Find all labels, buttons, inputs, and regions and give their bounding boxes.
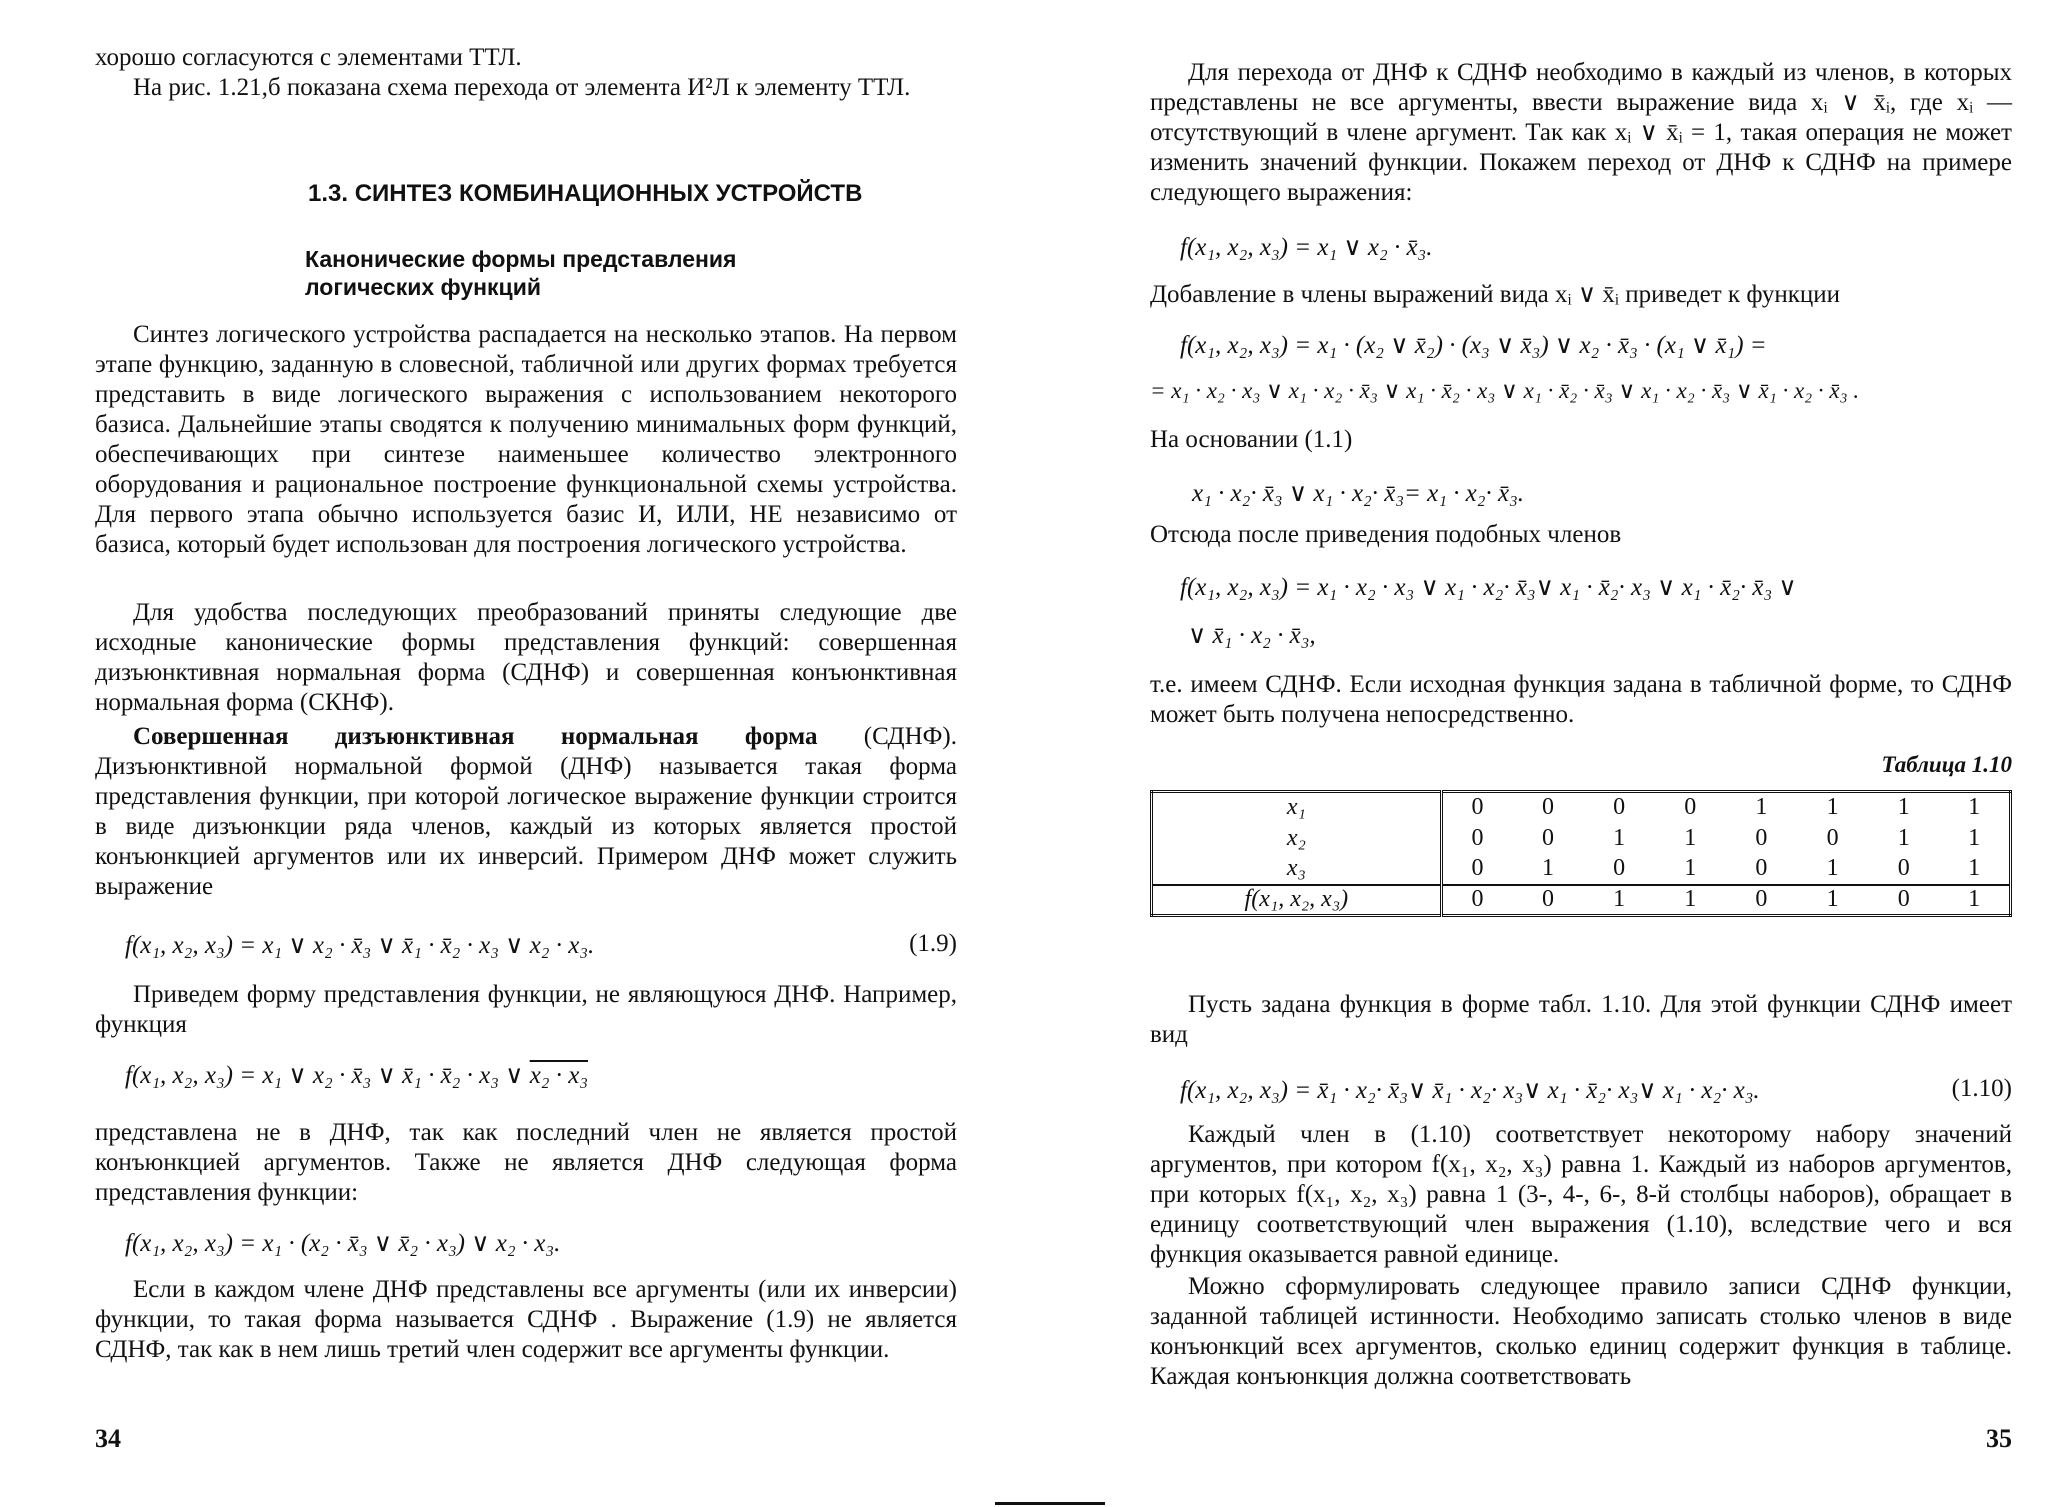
left-paragraph-4: Приведем форму представления функции, не являющуюся ДНФ. Например, функция bbox=[95, 981, 957, 1038]
right-paragraph-1: Для перехода от ДНФ к СДНФ необходимо в каждый из членов, в которых представлены не все аргументы, ввести выражение вида xᵢ ∨ x̄ᵢ, где xᵢ — отсутствующий в члене аргумент. Так как xᵢ ∨ x̄ᵢ = 1, такая операция не может изменить значений функции. Покажем переход от ДНФ к СДНФ на примере следующего выражения: bbox=[1150, 59, 2012, 206]
table-cell: 1 bbox=[1826, 794, 1839, 821]
equation-b-line-2: = x₁ · x₂ · x₃ ∨ x₁ · x₂ · x̄₃ ∨ x₁ · x̄₂ · x₃ ∨ x₁ · x̄₂ · x̄₃ ∨ x₁ · x₂ · x̄₃ ∨ x̄₁ · x₂ · x̄₃ . bbox=[1150, 378, 1860, 403]
table-cell: 1 bbox=[1684, 824, 1697, 851]
table-cell: 0 bbox=[1613, 794, 1626, 821]
table-cell: 0 bbox=[1613, 855, 1626, 881]
table-cell: 0 bbox=[1826, 824, 1839, 851]
equation-b-line-1: f(x₁, x₂, x₃) = x₁ · (x₂ ∨ x̄₂) · (x₃ ∨ x̄₃) ∨ x₂ · x̄₃ · (x₁ ∨ x̄₁) = bbox=[1180, 332, 1767, 359]
table-row bbox=[1152, 885, 2011, 916]
table-cell: 1 bbox=[1897, 794, 1910, 821]
table-row-label: x₃ bbox=[1152, 854, 1442, 885]
right-paragraph-8: Можно сформулировать следующее правило записи СДНФ функции, заданной таблицей истинности. Необходимо записать столько членов в виде конъюнкций всех аргументов, сколько единиц содержит функция в таблице. Каждая конъюнкция должна соответствовать bbox=[1150, 1273, 2012, 1390]
subsection-heading: Канонические формы представления логических функций bbox=[305, 246, 737, 300]
equation-non-dnf-overlined-term: x₂ · x₃ bbox=[529, 1062, 589, 1089]
section-heading: 1.3. СИНТЕЗ КОМБИНАЦИОННЫХ УСТРОЙСТВ bbox=[308, 180, 863, 207]
page-number-right: 35 bbox=[1986, 1424, 2012, 1453]
left-paragraph-1: Синтез логического устройства распадается на несколько этапов. На первом этапе функцию, заданную в словесной, табличной или других формах требуется представить в виде логического выражения с использованием некоторого базиса. Дальнейшие этапы сводятся к получению минимальных форм функций, обеспечивающих при синтезе наименьшее количество электронного оборудования и рациональное построение функциональной схемы устройства. Для первого этапа обычно используется базис И, ИЛИ, НЕ независимо от базиса, который будет использован для построения логического устройства. bbox=[95, 321, 957, 558]
equation-1-9: f(x₁, x₂, x₃) = x₁ ∨ x₂ · x̄₃ ∨ x̄₁ · x̄₂ · x₃ ∨ x₂ · x₃. bbox=[125, 932, 595, 959]
equation-1-9-number: (1.9) bbox=[909, 930, 957, 957]
table-cell: 1 bbox=[1655, 885, 1726, 916]
left-page bbox=[95, 0, 957, 1507]
table-cell: 0 bbox=[1897, 855, 1910, 881]
equation-d-line-1: f(x₁, x₂, x₃) = x₁ · x₂ · x₃ ∨ x₁ · x₂· x̄₃∨ x₁ · x̄₂· x₃ ∨ x₁ · x̄₂· x̄₃ ∨ bbox=[1180, 574, 1797, 601]
table-cell: 1 bbox=[1968, 855, 1981, 881]
table-cell: 0 bbox=[1541, 794, 1554, 821]
table-cell: 0 bbox=[1471, 824, 1484, 851]
table-row bbox=[1152, 823, 2011, 854]
table-row bbox=[1152, 792, 2011, 823]
bottom-rule bbox=[995, 1502, 1105, 1505]
table-cell: 0 bbox=[1684, 794, 1697, 821]
table-caption: Таблица 1.10 bbox=[1881, 752, 2012, 777]
table-cell: 0 bbox=[1471, 794, 1484, 821]
truth-table bbox=[1150, 790, 2012, 917]
right-paragraph-5: т.е. имеем СДНФ. Если исходная функция задана в табличной форме, то СДНФ может быть получена непосредственно. bbox=[1150, 671, 2012, 728]
table-cell: 0 bbox=[1471, 855, 1484, 881]
right-paragraph-4: Отсюда после приведения подобных членов bbox=[1150, 521, 1622, 548]
left-paragraph-6: Если в каждом члене ДНФ представлены все аргументы (или их инверсии) функции, то такая форма называется СДНФ . Выражение (1.9) не является СДНФ, так как в нем лишь третий член содержит все аргументы функции. bbox=[95, 1276, 957, 1363]
left-paragraph-2: Для удобства последующих преобразований приняты следующие две исходные канонические формы представления функций: совершенная дизъюнктивная нормальная форма (СДНФ) и совершенная конъюнктивная нормальная форма (СКНФ). bbox=[95, 599, 957, 716]
equation-a: f(x₁, x₂, x₃) = x₁ ∨ x₂ · x̄₃. bbox=[1180, 234, 1433, 261]
table-cell: 1 bbox=[1684, 855, 1697, 881]
table-cell: 1 bbox=[1797, 885, 1868, 916]
table-cell: 0 bbox=[1755, 855, 1768, 881]
table-cell: 1 bbox=[1897, 824, 1910, 851]
right-paragraph-3: На основании (1.1) bbox=[1150, 426, 1353, 453]
term-sdnf: Совершенная дизъюнктивная нормальная форма bbox=[133, 723, 818, 750]
table-row-label: x₂ bbox=[1152, 823, 1442, 854]
right-paragraph-7: Каждый член в (1.10) соответствует некоторому набору значений аргументов, при котором f(x₁, x₂, x₃) равна 1. Каждый из наборов аргументов, при которых f(x₁, x₂, x₃) равна 1 (3-, 4-, 6-, 8-й столбцы наборов), обращает в единицу соответствующий член выражения (1.10), вследствие чего и вся функция оказывается равной единице. bbox=[1150, 1121, 2012, 1268]
table-cell: 1 bbox=[1584, 885, 1655, 916]
left-paragraph-intro: На рис. 1.21,б показана схема перехода от элемента И²Л к элементу ТТЛ. bbox=[133, 74, 911, 101]
table-row-label: f(x₁, x₂, x₃) bbox=[1152, 885, 1442, 916]
right-page bbox=[1150, 0, 2012, 1507]
right-paragraph-6: Пусть задана функция в форме табл. 1.10. Для этой функции СДНФ имеет вид bbox=[1150, 991, 2012, 1048]
table-row bbox=[1152, 854, 2011, 885]
table-cell: 1 bbox=[1939, 885, 2010, 916]
left-paragraph-5: представлена не в ДНФ, так как последний член не является простой конъюнкцией аргументов. Также не является ДНФ следующая форма представления функции: bbox=[95, 1119, 957, 1206]
equation-d-line-2: ∨ x̄₁ · x₂ · x̄₃, bbox=[1188, 622, 1316, 649]
table-cell: 1 bbox=[1968, 824, 1981, 851]
equation-non-dnf-main: f(x₁, x₂, x₃) = x₁ ∨ x₂ · x̄₃ ∨ x̄₁ · x̄₂ · x₃ ∨ bbox=[125, 1062, 524, 1089]
table-cell: 1 bbox=[1541, 855, 1554, 881]
page-number-left: 34 bbox=[95, 1424, 121, 1453]
left-line-1: хорошо согласуются с элементами ТТЛ. bbox=[95, 44, 522, 71]
equation-c: x₁ · x₂· x̄₃ ∨ x₁ · x₂· x̄₃= x₁ · x₂· x̄₃. bbox=[1192, 480, 1525, 507]
equation-1-10-number: (1.10) bbox=[1951, 1075, 2012, 1102]
equation-1-10: f(x₁, x₂, x₃) = x̄₁ · x₂· x̄₃∨ x̄₁ · x₂· x₃∨ x₁ · x̄₂· x₃∨ x₁ · x₂· x₃. bbox=[1180, 1077, 1760, 1104]
left-paragraph-3 bbox=[95, 722, 957, 902]
table-cell: 1 bbox=[1968, 794, 1981, 821]
table-cell: 0 bbox=[1726, 885, 1797, 916]
table-cell: 1 bbox=[1613, 824, 1626, 851]
table-cell: 0 bbox=[1512, 885, 1583, 916]
table-cell: 0 bbox=[1868, 885, 1939, 916]
table-cell: 0 bbox=[1541, 824, 1554, 851]
table-cell: 1 bbox=[1755, 794, 1768, 821]
equation-non-dnf bbox=[125, 1060, 588, 1090]
equation-non-dnf-2: f(x₁, x₂, x₃) = x₁ · (x₂ · x̄₃ ∨ x̄₂ · x₃) ∨ x₂ · x₃. bbox=[125, 1230, 561, 1257]
table-cell: 0 bbox=[1755, 824, 1768, 851]
table-cell: 1 bbox=[1826, 855, 1839, 881]
left-paragraph-3-rest: (СДНФ). Дизъюнктивной нормальной формой (ДНФ) называется такая форма представления функции, при которой логическое выражение функции строится в виде дизъюнкции ряда членов, каждый из которых является простой конъюнкцией аргументов или их инверсий. Примером ДНФ может служить выражение bbox=[95, 723, 957, 900]
table-cell: 0 bbox=[1441, 885, 1512, 916]
table-row-label: x₁ bbox=[1152, 792, 1442, 823]
right-paragraph-2: Добавление в члены выражений вида xᵢ ∨ x̄ᵢ приведет к функции bbox=[1150, 281, 1841, 308]
